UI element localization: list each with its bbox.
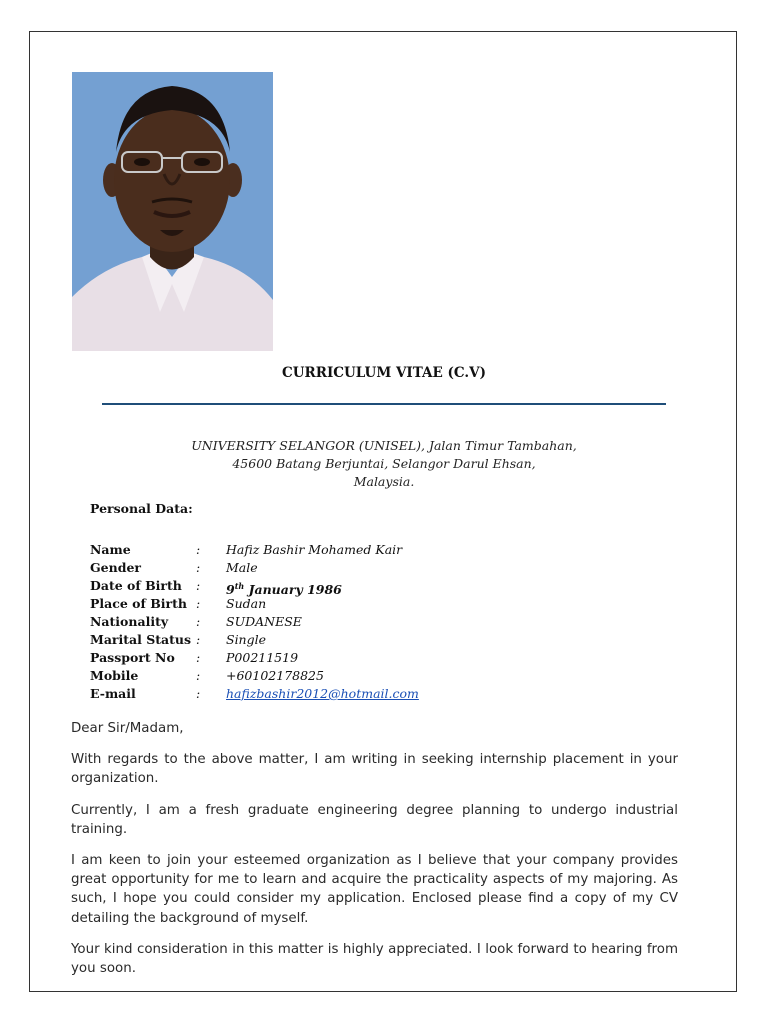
- address-line: Malaysia.: [353, 474, 415, 489]
- pd-label: Marital Status: [90, 632, 192, 647]
- pd-label: Nationality: [90, 614, 169, 629]
- pd-value: +60102178825: [226, 668, 324, 683]
- pd-colon: :: [196, 650, 201, 665]
- cv-title: CURRICULUM VITAE (C.V): [282, 365, 486, 381]
- pd-label: Gender: [90, 560, 141, 575]
- cover-letter: [71, 719, 678, 990]
- email-link[interactable]: hafizbashir2012@hotmail.com: [226, 686, 419, 701]
- pd-colon: :: [196, 542, 201, 557]
- pd-label: Place of Birth: [90, 596, 187, 611]
- address-block: [0, 437, 768, 491]
- personal-data-heading: Personal Data:: [90, 501, 193, 516]
- pd-value: Sudan: [226, 596, 267, 611]
- pd-label: Passport No: [90, 650, 175, 665]
- pd-value: Male: [226, 560, 258, 575]
- pd-colon: :: [196, 596, 201, 611]
- letter-paragraph: Currently, I am a fresh graduate engineering degree planning to undergo industrial training.: [71, 802, 678, 837]
- address-line: 45600 Batang Berjuntai, Selangor Darul Ehsan,: [232, 456, 536, 471]
- pd-colon: :: [196, 578, 201, 593]
- title-divider: [102, 403, 666, 405]
- pd-value: Single: [226, 632, 267, 647]
- pd-label: Mobile: [90, 668, 139, 683]
- pd-label: Date of Birth: [90, 578, 182, 593]
- address-line: UNIVERSITY SELANGOR (UNISEL), Jalan Timur Tambahan,: [191, 438, 577, 453]
- dob-day: 9: [226, 582, 235, 597]
- letter-paragraph: With regards to the above matter, I am writing in seeking internship placement in your organization.: [71, 752, 678, 787]
- pd-colon: :: [196, 560, 201, 575]
- letter-paragraph: Your kind consideration in this matter is highly appreciated. I look forward to hearing from you soon.: [71, 941, 678, 977]
- dob-month-year: January 1986: [248, 582, 342, 597]
- pd-colon: :: [196, 686, 201, 701]
- profile-photo: [72, 72, 273, 351]
- pd-value: SUDANESE: [226, 614, 302, 629]
- letter-paragraph: I am keen to join your esteemed organization as I believe that your company provides great opportunity for me to learn and acquire the practicality aspects of my majoring. As such, I hope you could consider my application. Enclosed please find a copy of my CV detailing the background of myself.: [71, 853, 678, 926]
- pd-label: E-mail: [90, 686, 136, 701]
- pd-value: P00211519: [226, 650, 299, 665]
- pd-colon: :: [196, 632, 201, 647]
- pd-value: Hafiz Bashir Mohamed Kair: [226, 542, 403, 557]
- pd-colon: :: [196, 614, 201, 629]
- dob-suffix: th: [234, 581, 245, 591]
- pd-colon: :: [196, 668, 201, 683]
- letter-salutation: Dear Sir/Madam,: [71, 721, 184, 736]
- pd-label: Name: [90, 542, 131, 557]
